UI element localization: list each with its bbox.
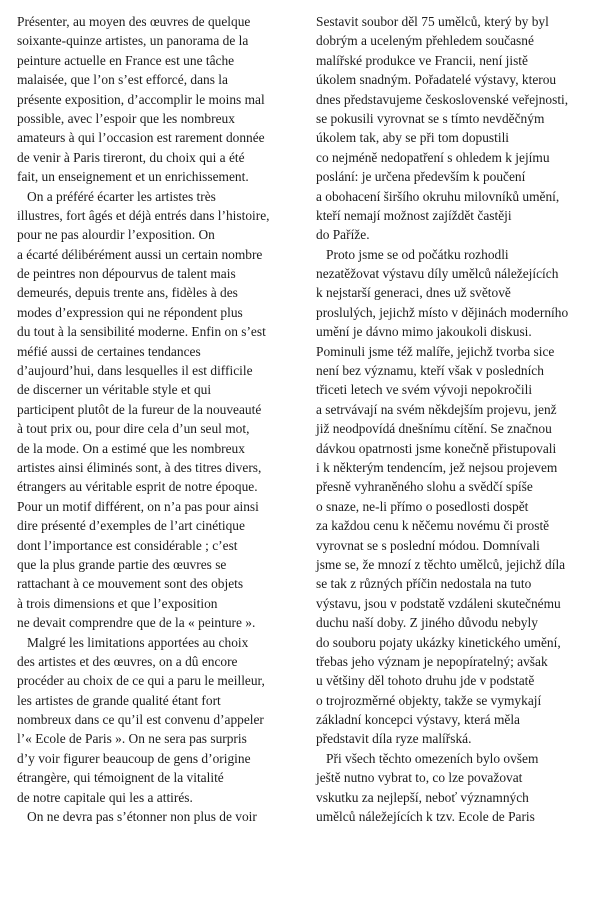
text-line: u většiny děl tohoto druhu jde v podstatě bbox=[316, 673, 535, 689]
text-line: do Paříže. bbox=[316, 227, 370, 243]
text-line: již neodpovídá dnešnímu cítění. Se značnou bbox=[316, 421, 552, 437]
text-line: kteří nemají možnost zajíždět častěji bbox=[316, 207, 512, 223]
text-line: soixante-quinze artistes, un panorama de la bbox=[17, 33, 249, 49]
text-line: d’aujourd’hui, dans lesquelles il est difficile bbox=[17, 363, 253, 379]
text-line: que la plus grande partie des œuvres se bbox=[17, 556, 227, 572]
text-line: méfié aussi de certaines tendances bbox=[17, 343, 201, 359]
text-line: de la mode. On a estimé que les nombreux bbox=[17, 440, 245, 456]
czech-text-column bbox=[316, 12, 588, 826]
paragraph bbox=[316, 12, 588, 245]
text-line: de peintres non dépourvus de talent mais bbox=[17, 266, 236, 282]
text-line: les artistes de grande qualité étant fort bbox=[17, 692, 221, 708]
text-line: des artistes et des œuvres, on a dû encore bbox=[17, 653, 238, 669]
text-line: Pour un motif différent, on n’a pas pour ainsi bbox=[17, 498, 259, 514]
text-line: artistes ainsi éliminés sont, à des titres divers, bbox=[17, 459, 262, 475]
text-line: není bez významu, kteří však v posledních bbox=[316, 363, 544, 379]
paragraph bbox=[17, 12, 289, 187]
text-line: vskutku za nejlepší, neboť významných bbox=[316, 789, 529, 805]
text-line: Malgré les limitations apportées au choix bbox=[17, 634, 249, 650]
text-line: úkolem snadným. Pořadatelé výstavy, kterou bbox=[316, 72, 557, 88]
paragraph bbox=[17, 187, 289, 633]
text-line: ještě nutno vybrat to, co lze považovat bbox=[316, 770, 523, 786]
text-line: k nejstarší generaci, dnes už světově bbox=[316, 285, 511, 301]
text-line: duchu naší doby. Z jiného důvodu nebyly bbox=[316, 615, 538, 631]
text-line: du tout à la sensibilité moderne. Enfin on s’est bbox=[17, 324, 266, 340]
text-line: za každou cenu k něčemu novému či prostě bbox=[316, 518, 550, 534]
text-line: possible, avec l’espoir que les nombreux bbox=[17, 110, 235, 126]
text-line: fait, un enseignement et un enrichissement. bbox=[17, 169, 249, 185]
text-line: de notre capitale qui les a attirés. bbox=[17, 789, 193, 805]
text-line: vyrovnat se s poslední módou. Domnívali bbox=[316, 537, 540, 553]
text-line: výstavu, jsou v podstatě vzdáleni skutečnému bbox=[316, 595, 561, 611]
text-line: à tout prix ou, pour dire cela d’un seul mot, bbox=[17, 421, 250, 437]
text-line: amateurs à qui l’occasion est rarement donnée bbox=[17, 130, 265, 146]
text-line: přesně vyhraněného slohu a svědčí spíše bbox=[316, 479, 533, 495]
text-line: de venir à Paris tireront, du choix qui a été bbox=[17, 149, 245, 165]
text-line: Pominuli jsme též malíře, jejichž tvorba sice bbox=[316, 343, 555, 359]
text-line: rattachant à ce mouvement sont des objets bbox=[17, 576, 244, 592]
text-line: umění je dávno mimo jakoukoli diskusi. bbox=[316, 324, 532, 340]
text-line: nombreux dans ce qu’il est convenu d’appeler bbox=[17, 712, 264, 728]
text-line: à trois dimensions et que l’exposition bbox=[17, 595, 218, 611]
text-line: Při všech těchto omezeních bylo ovšem bbox=[316, 750, 539, 766]
text-line: třebas jeho význam je nepopíratelný; avšak bbox=[316, 653, 548, 669]
text-line: a setrvávají na svém někdejším projevu, jenž bbox=[316, 401, 557, 417]
text-line: malaisée, que l’on s’est efforcé, dans la bbox=[17, 72, 228, 88]
text-line: de discerner un véritable style et qui bbox=[17, 382, 212, 398]
paragraph bbox=[316, 245, 588, 749]
text-line: dnes představujeme československé veřejnosti, bbox=[316, 91, 569, 107]
text-line: umělců náležejících k tzv. Ecole de Paris bbox=[316, 809, 535, 825]
text-line: dávkou opatrnosti jsme konečně přistupovali bbox=[316, 440, 557, 456]
text-line: illustres, fort âgés et déjà entrés dans l’histoire, bbox=[17, 207, 270, 223]
text-line: poslání: je určena především k poučení bbox=[316, 169, 526, 185]
text-line: třiceti letech ve svém vývoji nepokročili bbox=[316, 382, 533, 398]
text-line: se pokusili vyrovnat se s tímto nevděčným bbox=[316, 110, 545, 126]
text-line: dire présenté d’exemples de l’art cinétique bbox=[17, 518, 245, 534]
paragraph bbox=[316, 749, 588, 827]
text-line: nezatěžovat výstavu díly umělců náležejících bbox=[316, 266, 559, 282]
text-line: dobrým a uceleným přehledem současné bbox=[316, 33, 534, 49]
text-line: se tak z různých příčin nedostala na tuto bbox=[316, 576, 532, 592]
text-line: i k některým tendencím, jež nejsou projevem bbox=[316, 459, 558, 475]
text-line: jsme se, že mnozí z těchto umělců, jejichž díla bbox=[316, 556, 566, 572]
text-line: o snaze, ne-li přímo o posedlosti dospět bbox=[316, 498, 529, 514]
paragraph bbox=[17, 807, 289, 826]
text-line: d’y voir figurer beaucoup de gens d’origine bbox=[17, 750, 251, 766]
paragraph bbox=[17, 633, 289, 808]
text-line: a écarté délibérément aussi un certain nombre bbox=[17, 246, 263, 262]
text-line: Sestavit soubor děl 75 umělců, který by byl bbox=[316, 14, 549, 29]
text-line: étrangère, qui témoignent de la vitalité bbox=[17, 770, 224, 786]
french-text-column bbox=[17, 12, 289, 826]
text-line: l’« Ecole de Paris ». On ne sera pas surpris bbox=[17, 731, 247, 747]
text-line: Proto jsme se od počátku rozhodli bbox=[316, 246, 509, 262]
text-line: pour ne pas alourdir l’exposition. On bbox=[17, 227, 215, 243]
text-line: základní koncepci výstavy, která měla bbox=[316, 712, 520, 728]
text-line: demeurés, depuis trente ans, fidèles à des bbox=[17, 285, 238, 301]
text-line: malířské produkce ve Francii, není jistě bbox=[316, 52, 528, 68]
text-line: peinture actuelle en France est une tâche bbox=[17, 52, 235, 68]
text-line: a obohacení širšího okruhu milovníků umění, bbox=[316, 188, 560, 204]
text-line: participent plutôt de la fureur de la nouveauté bbox=[17, 401, 262, 417]
text-line: co nejméně nedopatření s ohledem k jejímu bbox=[316, 149, 550, 165]
text-line: modes d’expression qui ne répondent plus bbox=[17, 304, 243, 320]
text-line: o trojrozměrné objekty, takže se vymykají bbox=[316, 692, 542, 708]
text-line: představit díla ryze malířská. bbox=[316, 731, 472, 747]
text-line: On ne devra pas s’étonner non plus de voir bbox=[17, 809, 257, 825]
text-line: ne devait comprendre que de la « peinture ». bbox=[17, 615, 256, 631]
text-line: étrangers au véritable esprit de notre époque. bbox=[17, 479, 258, 495]
text-line: présente exposition, d’accomplir le moins mal bbox=[17, 91, 265, 107]
text-line: procéder au choix de ce qui a paru le meilleur, bbox=[17, 673, 265, 689]
text-line: proslulých, jejichž místo v dějinách moderního bbox=[316, 304, 569, 320]
text-line: On a préféré écarter les artistes très bbox=[17, 188, 216, 204]
text-line: Présenter, au moyen des œuvres de quelque bbox=[17, 14, 251, 29]
text-line: úkolem tak, aby se při tom dopustili bbox=[316, 130, 510, 146]
text-line: do souboru pojaty ukázky kinetického umění, bbox=[316, 634, 561, 650]
text-line: dont l’importance est considérable ; c’est bbox=[17, 537, 238, 553]
